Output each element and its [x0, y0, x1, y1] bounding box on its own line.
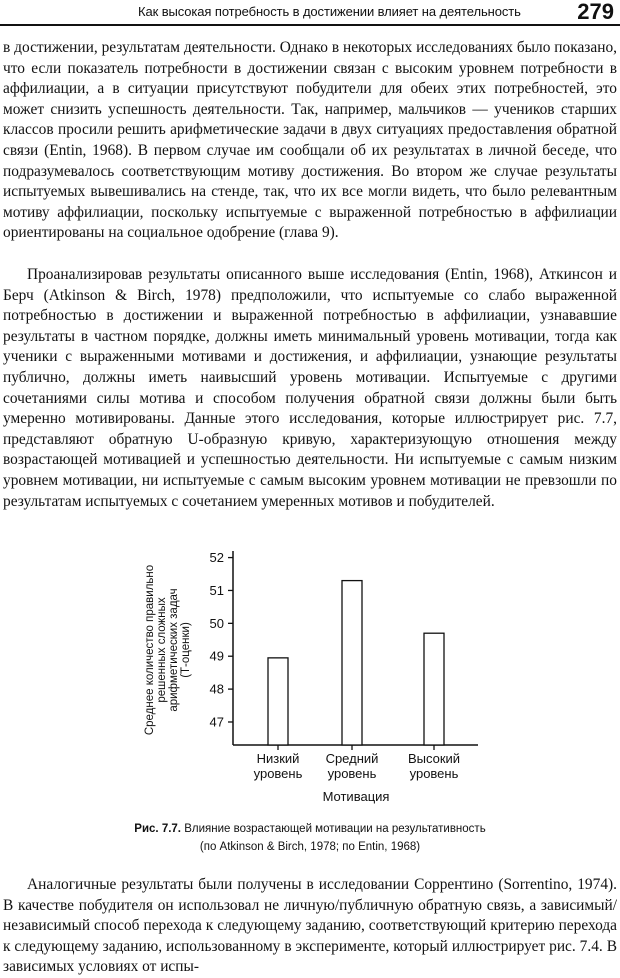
- paragraph-2: Проанализировав результаты описанного выше исследования (Entin, 1968), Аткинсон и Берч (Atkinson & Birch, 1978) предположили, что испытуемые со слабо выраженной потребностью в достижении и выраженной потребностью в аффилиации, узнававшие результаты в частном порядке, должны иметь минимальный уровень мотивации, тогда как ученики с выраженными мотивами и достижения, и аффилиации, узнающие результаты публично, должны иметь наивысший уровень мотивации. Испытуемые с другими сочетаниями силы мотива и способом получения обратной связи должны были быть умеренно мотивированы. Данные этого исследования, которые иллюстрирует рис. 7.7, представляют обратную U-образную кривую, характеризующую отношения между возрастающей мотивацией и успешностью деятельности. Ни испытуемые с самым низким уровнем мотивации, ни испытуемые с самым высоким уровнем мотивации не превзошли по результатам испытуемых с сочетанием умеренных мотивов и побудителей.: [3, 266, 617, 510]
- bar: [342, 581, 362, 745]
- y-axis-label-line: Среднее количество правильно: [144, 564, 156, 736]
- y-tick-label: 49: [209, 648, 224, 664]
- x-tick-label: Высокий: [407, 751, 461, 766]
- x-axis-label: Мотивация: [322, 789, 390, 804]
- paragraph-1: в достижении, результатам деятельности. Однако в некоторых исследованиях было показано, что если показатель потребности в достижении связан с высоким уровнем потребности в аффилиации, а в ситуации присутствуют побудители для обеих этих потребностей, это может снизить успешность деятельности. Так, например, мальчиков — учеников старших классов просили решить арифметические задачи в двух ситуациях предоставления обратной связи (Entin, 1968). В первом случае им сообщали об их результатах в личной беседе, что подразумевалось соответствующим мотиву достижения. Во втором же случае результаты испытуемых вывешивались на стенде, так, что их все могли видеть, что было релевантным мотиву аффилиации, поскольку испытуемые с выраженной потребностью в аффилиации ориентированы на социальное одобрение (глава 9).: [3, 39, 617, 242]
- running-title: Как высокая потребность в достижении влияет на деятельность: [138, 4, 521, 19]
- y-axis-label-line: арифметических задач: [168, 588, 180, 712]
- x-tick-label: Низкий: [256, 751, 300, 766]
- bar: [268, 658, 288, 745]
- y-tick-label: 47: [209, 714, 224, 730]
- x-tick-label: уровень: [327, 766, 377, 781]
- caption-line-1: Влияние возрастающей мотивации на результативность: [184, 823, 486, 835]
- y-tick-label: 51: [209, 582, 224, 598]
- page-number: 279: [577, 0, 614, 24]
- caption-label: Рис. 7.7.: [134, 823, 182, 835]
- x-tick-label: уровень: [253, 766, 303, 781]
- y-tick-label: 48: [209, 681, 224, 697]
- figure-caption: [0, 820, 620, 838]
- bar: [424, 633, 444, 745]
- y-axis-label-line: (Т-оценки): [180, 622, 192, 678]
- y-axis-label-line: решенных сложных: [156, 597, 168, 703]
- x-tick-label: уровень: [409, 766, 459, 781]
- y-tick-label: 50: [209, 615, 224, 631]
- caption-line-2: (по Atkinson & Birch, 1978; по Entin, 1968): [199, 841, 421, 853]
- paragraph-3: Аналогичные результаты были получены в исследовании Соррентино (Sorrentino, 1974). В качестве побудителя он использовал не личную/публичную обратную связь, а зависимый/независимый способ перехода к следующему заданию, соответствующий критерию перехода к следующему заданию, использованному в эксперименте, который иллюстрирует рис. 7.4. В зависимых условиях от испы-: [3, 876, 617, 976]
- x-tick-label: Средний: [325, 751, 379, 766]
- y-tick-label: 52: [209, 550, 224, 566]
